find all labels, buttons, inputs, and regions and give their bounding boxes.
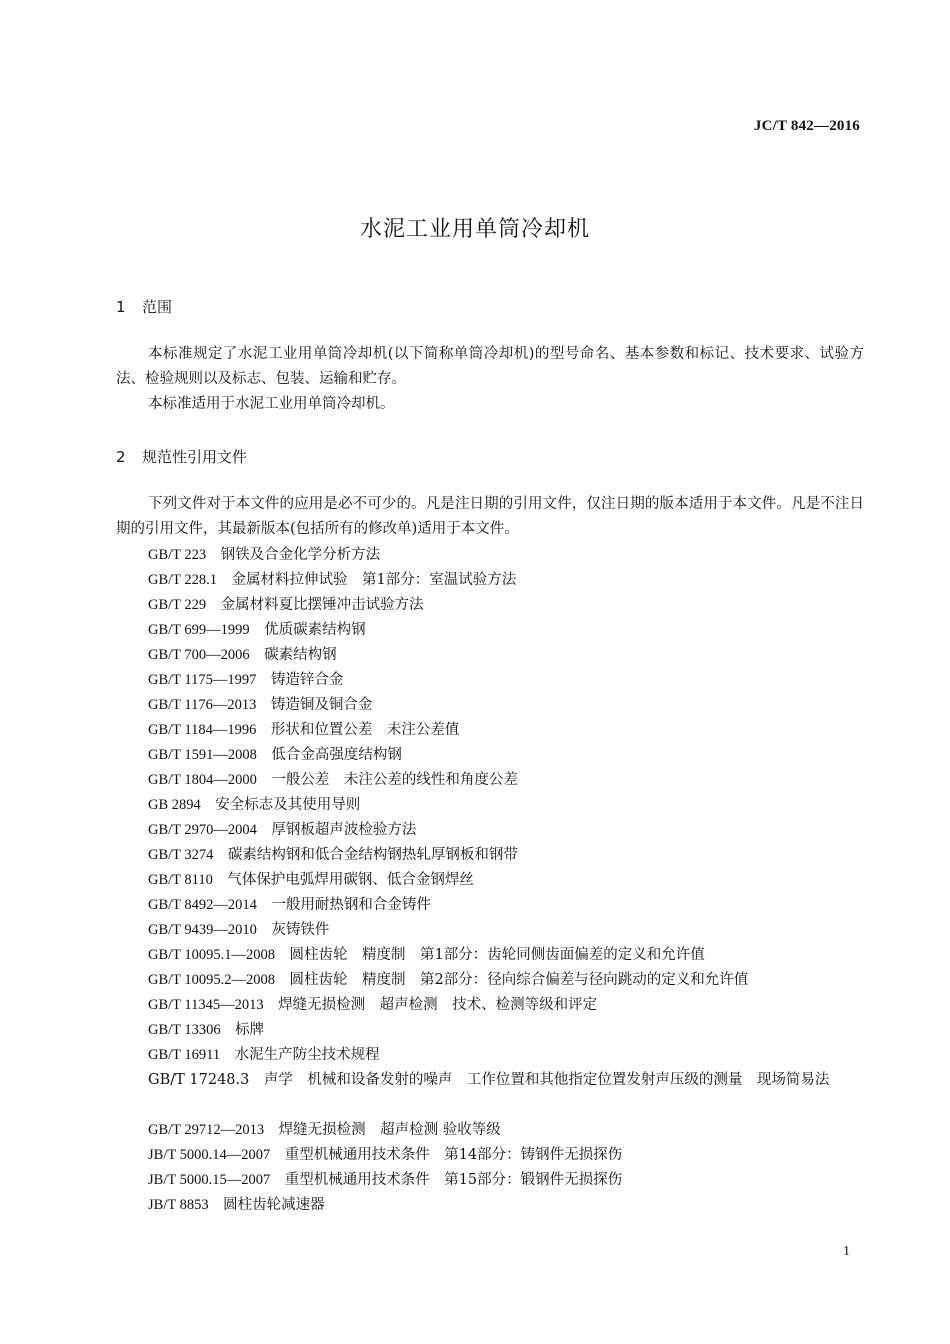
- reference-item: [148, 1018, 264, 1043]
- reference-title: 碳素结构钢: [264, 647, 337, 663]
- reference-item: [148, 918, 329, 943]
- reference-code: GB/T 1591—2008: [148, 747, 257, 763]
- reference-code: GB/T 228.1: [148, 572, 218, 588]
- reference-item: [148, 893, 431, 918]
- scope-paragraph: 本标准规定了水泥工业用单筒冷却机(以下简称单筒冷却机)的型号命名、基本参数和标记、技术要求、试验方法、检验规则以及标志、包装、运输和贮存。: [116, 346, 864, 387]
- reference-code: GB/T 2970—2004: [148, 822, 257, 838]
- section-number: 2: [116, 448, 126, 466]
- reference-code: JB/T 5000.14—2007: [148, 1147, 271, 1163]
- reference-item: [148, 968, 748, 993]
- reference-item: [148, 1143, 622, 1168]
- reference-item: [148, 643, 337, 668]
- reference-code: JB/T 5000.15—2007: [148, 1172, 271, 1188]
- reference-item: [148, 618, 366, 643]
- reference-code: GB/T 29712—2013: [148, 1122, 265, 1138]
- reference-item: [148, 668, 343, 693]
- reference-title: 一般公差 未注公差的线性和角度公差: [271, 772, 518, 788]
- reference-title: 钢铁及合金化学分析方法: [220, 547, 381, 563]
- reference-title: 标牌: [235, 1022, 265, 1038]
- reference-code: GB/T 223: [148, 547, 207, 563]
- section-heading-scope: [116, 296, 172, 317]
- references-intro: 下列文件对于本文件的应用是必不可少的。凡是注日期的引用文件，仅注日期的版本适用于本文件。凡是不注日期的引用文件，其最新版本(包括所有的修改单)适用于本文件。: [116, 496, 864, 537]
- reference-item: [148, 793, 360, 818]
- section-number: 1: [116, 298, 126, 316]
- reference-code: GB/T 1804—2000: [148, 772, 257, 788]
- reference-code: GB/T 13306: [148, 1022, 221, 1038]
- reference-title: 优质碳素结构钢: [264, 622, 366, 638]
- reference-item: [148, 743, 402, 768]
- reference-code: GB/T 9439—2010: [148, 922, 257, 938]
- reference-title: 厚钢板超声波检验方法: [271, 822, 417, 838]
- reference-item: [148, 1193, 325, 1218]
- scope-paragraph: 本标准适用于水泥工业用单筒冷却机。: [148, 396, 395, 412]
- reference-item: [148, 568, 516, 593]
- reference-title: 金属材料拉伸试验 第1部分：室温试验方法: [231, 572, 517, 588]
- reference-title: 圆柱齿轮 精度制 第2部分：径向综合偏差与径向跳动的定义和允许值: [289, 972, 749, 988]
- reference-code: GB/T 3274: [148, 847, 214, 863]
- reference-code: GB/T 1175—1997: [148, 672, 257, 688]
- reference-code: GB/T 700—2006: [148, 647, 250, 663]
- reference-code: GB/T 10095.2—2008: [148, 972, 276, 988]
- reference-title: 一般用耐热钢和合金铸件: [271, 897, 431, 913]
- reference-item: [148, 1168, 622, 1193]
- reference-item: [148, 543, 380, 568]
- reference-code: GB/T 16911: [148, 1047, 221, 1063]
- reference-title: 金属材料夏比摆锤冲击试验方法: [220, 597, 424, 613]
- reference-title: 碳素结构钢和低合金结构钢热轧厚钢板和钢带: [227, 847, 518, 863]
- reference-code: GB/T 8110: [148, 872, 213, 888]
- reference-item: [148, 818, 416, 843]
- document-code: JC/T 842—2016: [753, 118, 860, 134]
- reference-code: GB/T 17248.3: [148, 1072, 250, 1088]
- reference-title: 焊缝无损检测 超声检测 验收等级: [278, 1122, 501, 1138]
- reference-code: GB 2894: [148, 797, 201, 813]
- reference-title: 形状和位置公差 未注公差值: [270, 722, 460, 738]
- reference-title: 重型机械通用技术条件 第14部分：铸钢件无损探伤: [284, 1147, 623, 1163]
- reference-code: GB/T 699—1999: [148, 622, 250, 638]
- reference-title: 焊缝无损检测 超声检测 技术、检测等级和评定: [278, 997, 598, 1013]
- reference-title: 灰铸铁件: [271, 922, 330, 938]
- reference-title: 低合金高强度结构钢: [271, 747, 402, 763]
- reference-item: [116, 1068, 864, 1093]
- reference-code: GB/T 8492—2014: [148, 897, 257, 913]
- reference-item: [148, 1043, 380, 1068]
- reference-item: [148, 768, 518, 793]
- reference-item: [148, 693, 372, 718]
- reference-title: 声学 机械和设备发射的噪声 工作位置和其他指定位置发射声压级的测量 现场简易法: [263, 1072, 830, 1088]
- reference-code: GB/T 11345—2013: [148, 997, 264, 1013]
- reference-title: 圆柱齿轮减速器: [223, 1197, 325, 1213]
- reference-title: 铸造锌合金: [270, 672, 344, 688]
- reference-item: [148, 993, 597, 1018]
- page-number: 1: [843, 1244, 850, 1259]
- reference-item: [148, 1118, 501, 1143]
- reference-code: GB/T 10095.1—2008: [148, 947, 276, 963]
- section-title: 范围: [142, 298, 173, 316]
- section-heading-normative-references: [116, 446, 247, 467]
- reference-code: GB/T 229: [148, 597, 207, 613]
- reference-code: GB/T 1184—1996: [148, 722, 257, 738]
- reference-code: GB/T 1176—2013: [148, 697, 257, 713]
- reference-item: [148, 943, 705, 968]
- section-title: 规范性引用文件: [142, 448, 248, 466]
- reference-code: JB/T 8853: [148, 1197, 209, 1213]
- page-title: 水泥工业用单筒冷却机: [359, 217, 590, 242]
- reference-title: 气体保护电弧焊用碳钢、低合金钢焊丝: [227, 872, 474, 888]
- reference-title: 水泥生产防尘技术规程: [234, 1047, 380, 1063]
- reference-title: 圆柱齿轮 精度制 第1部分：齿轮同侧齿面偏差的定义和允许值: [289, 947, 705, 963]
- reference-item: [148, 843, 518, 868]
- reference-title: 铸造铜及铜合金: [270, 697, 373, 713]
- reference-title: 安全标志及其使用导则: [215, 797, 361, 813]
- reference-item: [148, 718, 459, 743]
- reference-title: 重型机械通用技术条件 第15部分：锻钢件无损探伤: [284, 1172, 623, 1188]
- reference-item: [148, 868, 474, 893]
- reference-item: [148, 593, 424, 618]
